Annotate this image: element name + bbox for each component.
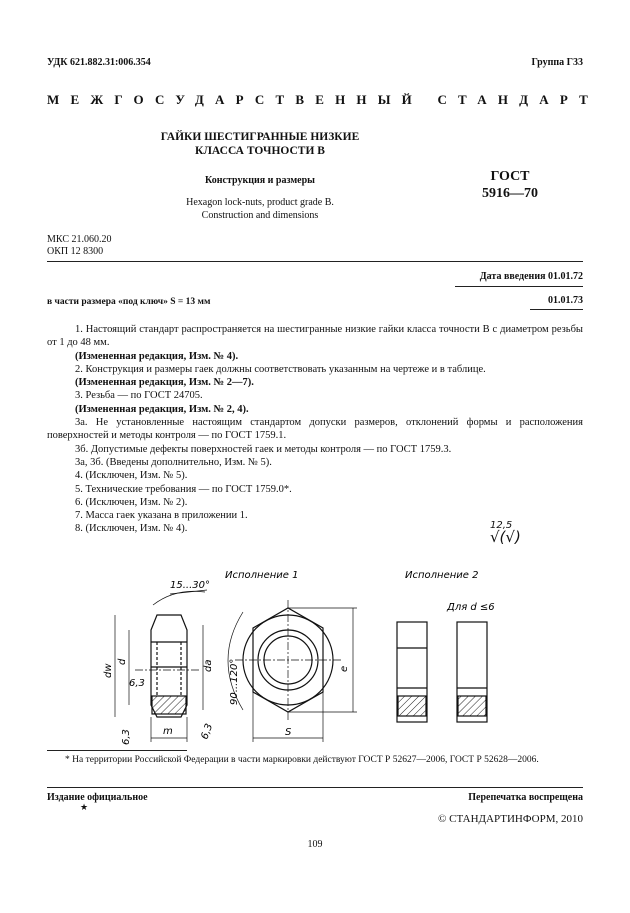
standard-body [47, 323, 583, 536]
paragraph: 6. (Исключен, Изм. № 2). [75, 496, 188, 508]
introduction-date: Дата введения 01.01.72 [479, 271, 583, 282]
paragraph: 3б. Допустимые дефекты поверхностей гаек и методы контроля — по ГОСТ 1759.3. [75, 443, 452, 455]
part-size-label: в части размера «под ключ» S = 13 мм [47, 297, 211, 307]
paragraph: 5. Технические требования — по ГОСТ 1759.0*. [75, 483, 292, 495]
paragraph: (Измененная редакция, Изм. № 2, 4). [75, 403, 249, 415]
nut-drawing [95, 560, 555, 750]
small-diameter-note: Для d ≤6 [447, 602, 495, 613]
gost-code: 5916—70 [482, 186, 538, 201]
official-edition-label: Издание официальное [47, 792, 148, 803]
part-size-date: 01.01.73 [548, 295, 583, 306]
nut-version2-side-view [397, 622, 427, 722]
subtitle: Конструкция и размеры [205, 175, 315, 186]
s-dimension-label: S [285, 727, 292, 738]
d-dimension-label: d [117, 658, 128, 665]
title-line-1: ГАЙКИ ШЕСТИГРАННЫЕ НИЗКИЕ [160, 131, 360, 143]
reprint-notice: Перепечатка воспрещена [468, 792, 583, 803]
paragraph: 3. Резьба — по ГОСТ 24705. [75, 390, 203, 402]
document-title [120, 130, 400, 158]
paragraph: 4. (Исключен, Изм. № 5). [75, 470, 188, 482]
roughness-label-a: 6,3 [129, 678, 145, 689]
paragraph: (Измененная редакция, Изм. № 2—7). [75, 377, 254, 389]
roughness-value: 12,5 [490, 520, 513, 531]
paragraph: 7. Масса гаек указана в приложении 1. [75, 510, 248, 522]
copyright: © СТАНДАРТИНФОРМ, 2010 [438, 813, 583, 825]
gost-number [470, 168, 550, 202]
paragraph: 8. (Исключен, Изм. № 4). [75, 523, 188, 535]
paragraph: 1. Настоящий стандарт распространяется на шестигранные низкие гайки класса точности В с диаметром резьбы от 1 до 48 мм. [47, 324, 583, 349]
standard-banner: МЕЖГОСУДАРСТВЕННЫЙ СТАНДАРТ [47, 92, 600, 107]
english-title-line-2: Construction and dimensions [201, 210, 319, 221]
gost-label: ГОСТ [490, 169, 530, 184]
footnote [47, 754, 583, 766]
roughness-label-b: 6,3 [121, 729, 132, 745]
version2-label: Исполнение 2 [405, 570, 479, 581]
paragraph: 3а, 3б. (Введены дополнительно, Изм. № 5). [75, 456, 272, 468]
nut-side-view [115, 590, 207, 742]
paragraph: 2. Конструкция и размеры гаек должны соответствовать указанным на чертеже и в таблице. [75, 363, 486, 375]
english-title [120, 196, 400, 222]
divider-part-date [530, 309, 583, 310]
okp-code: ОКП 12 8300 [47, 246, 104, 257]
udk-code: УДК 621.882.31:006.354 [47, 57, 151, 68]
dw-dimension-label: dw [103, 663, 114, 678]
chamfer-angle-label: 15...30° [170, 580, 210, 591]
paragraph: (Измененная редакция, Изм. № 4). [75, 350, 239, 362]
divider-bottom [47, 787, 583, 788]
page-number: 109 [307, 839, 323, 850]
group-code: Группа Г33 [531, 57, 583, 68]
nut-version2-detail-view [457, 622, 487, 722]
version1-label: Исполнение 1 [225, 570, 299, 581]
countersink-angle-label: 90...120° [229, 658, 240, 705]
title-line-2: КЛАССА ТОЧНОСТИ В [195, 145, 325, 157]
footnote-text: * На территории Российской Федерации в части маркировки действуют ГОСТ Р 52627—2006, ГОСТ Р 52628—2006. [65, 755, 539, 765]
footnote-divider [47, 750, 187, 751]
roughness-mark [490, 520, 521, 546]
star-mark: ★ [80, 802, 89, 812]
m-dimension-label: m [163, 726, 173, 737]
classification-codes [47, 234, 111, 258]
roughness-sign: √(√) [490, 528, 521, 546]
roughness-label-c: 6,3 [199, 722, 216, 742]
nut-hex-view [228, 600, 357, 742]
mks-code: МКС 21.060.20 [47, 234, 112, 245]
paragraph: 3а. Не установленные настоящим стандартом допуски размеров, отклонений формы и расположения поверхностей и методы контроля — по ГОСТ 1759.1. [47, 417, 583, 442]
da-dimension-label: da [203, 659, 214, 672]
e-dimension-label: e [339, 665, 350, 672]
english-title-line-1: Hexagon lock-nuts, product grade B. [186, 197, 334, 208]
divider-date [455, 286, 583, 287]
divider-top [47, 261, 583, 262]
